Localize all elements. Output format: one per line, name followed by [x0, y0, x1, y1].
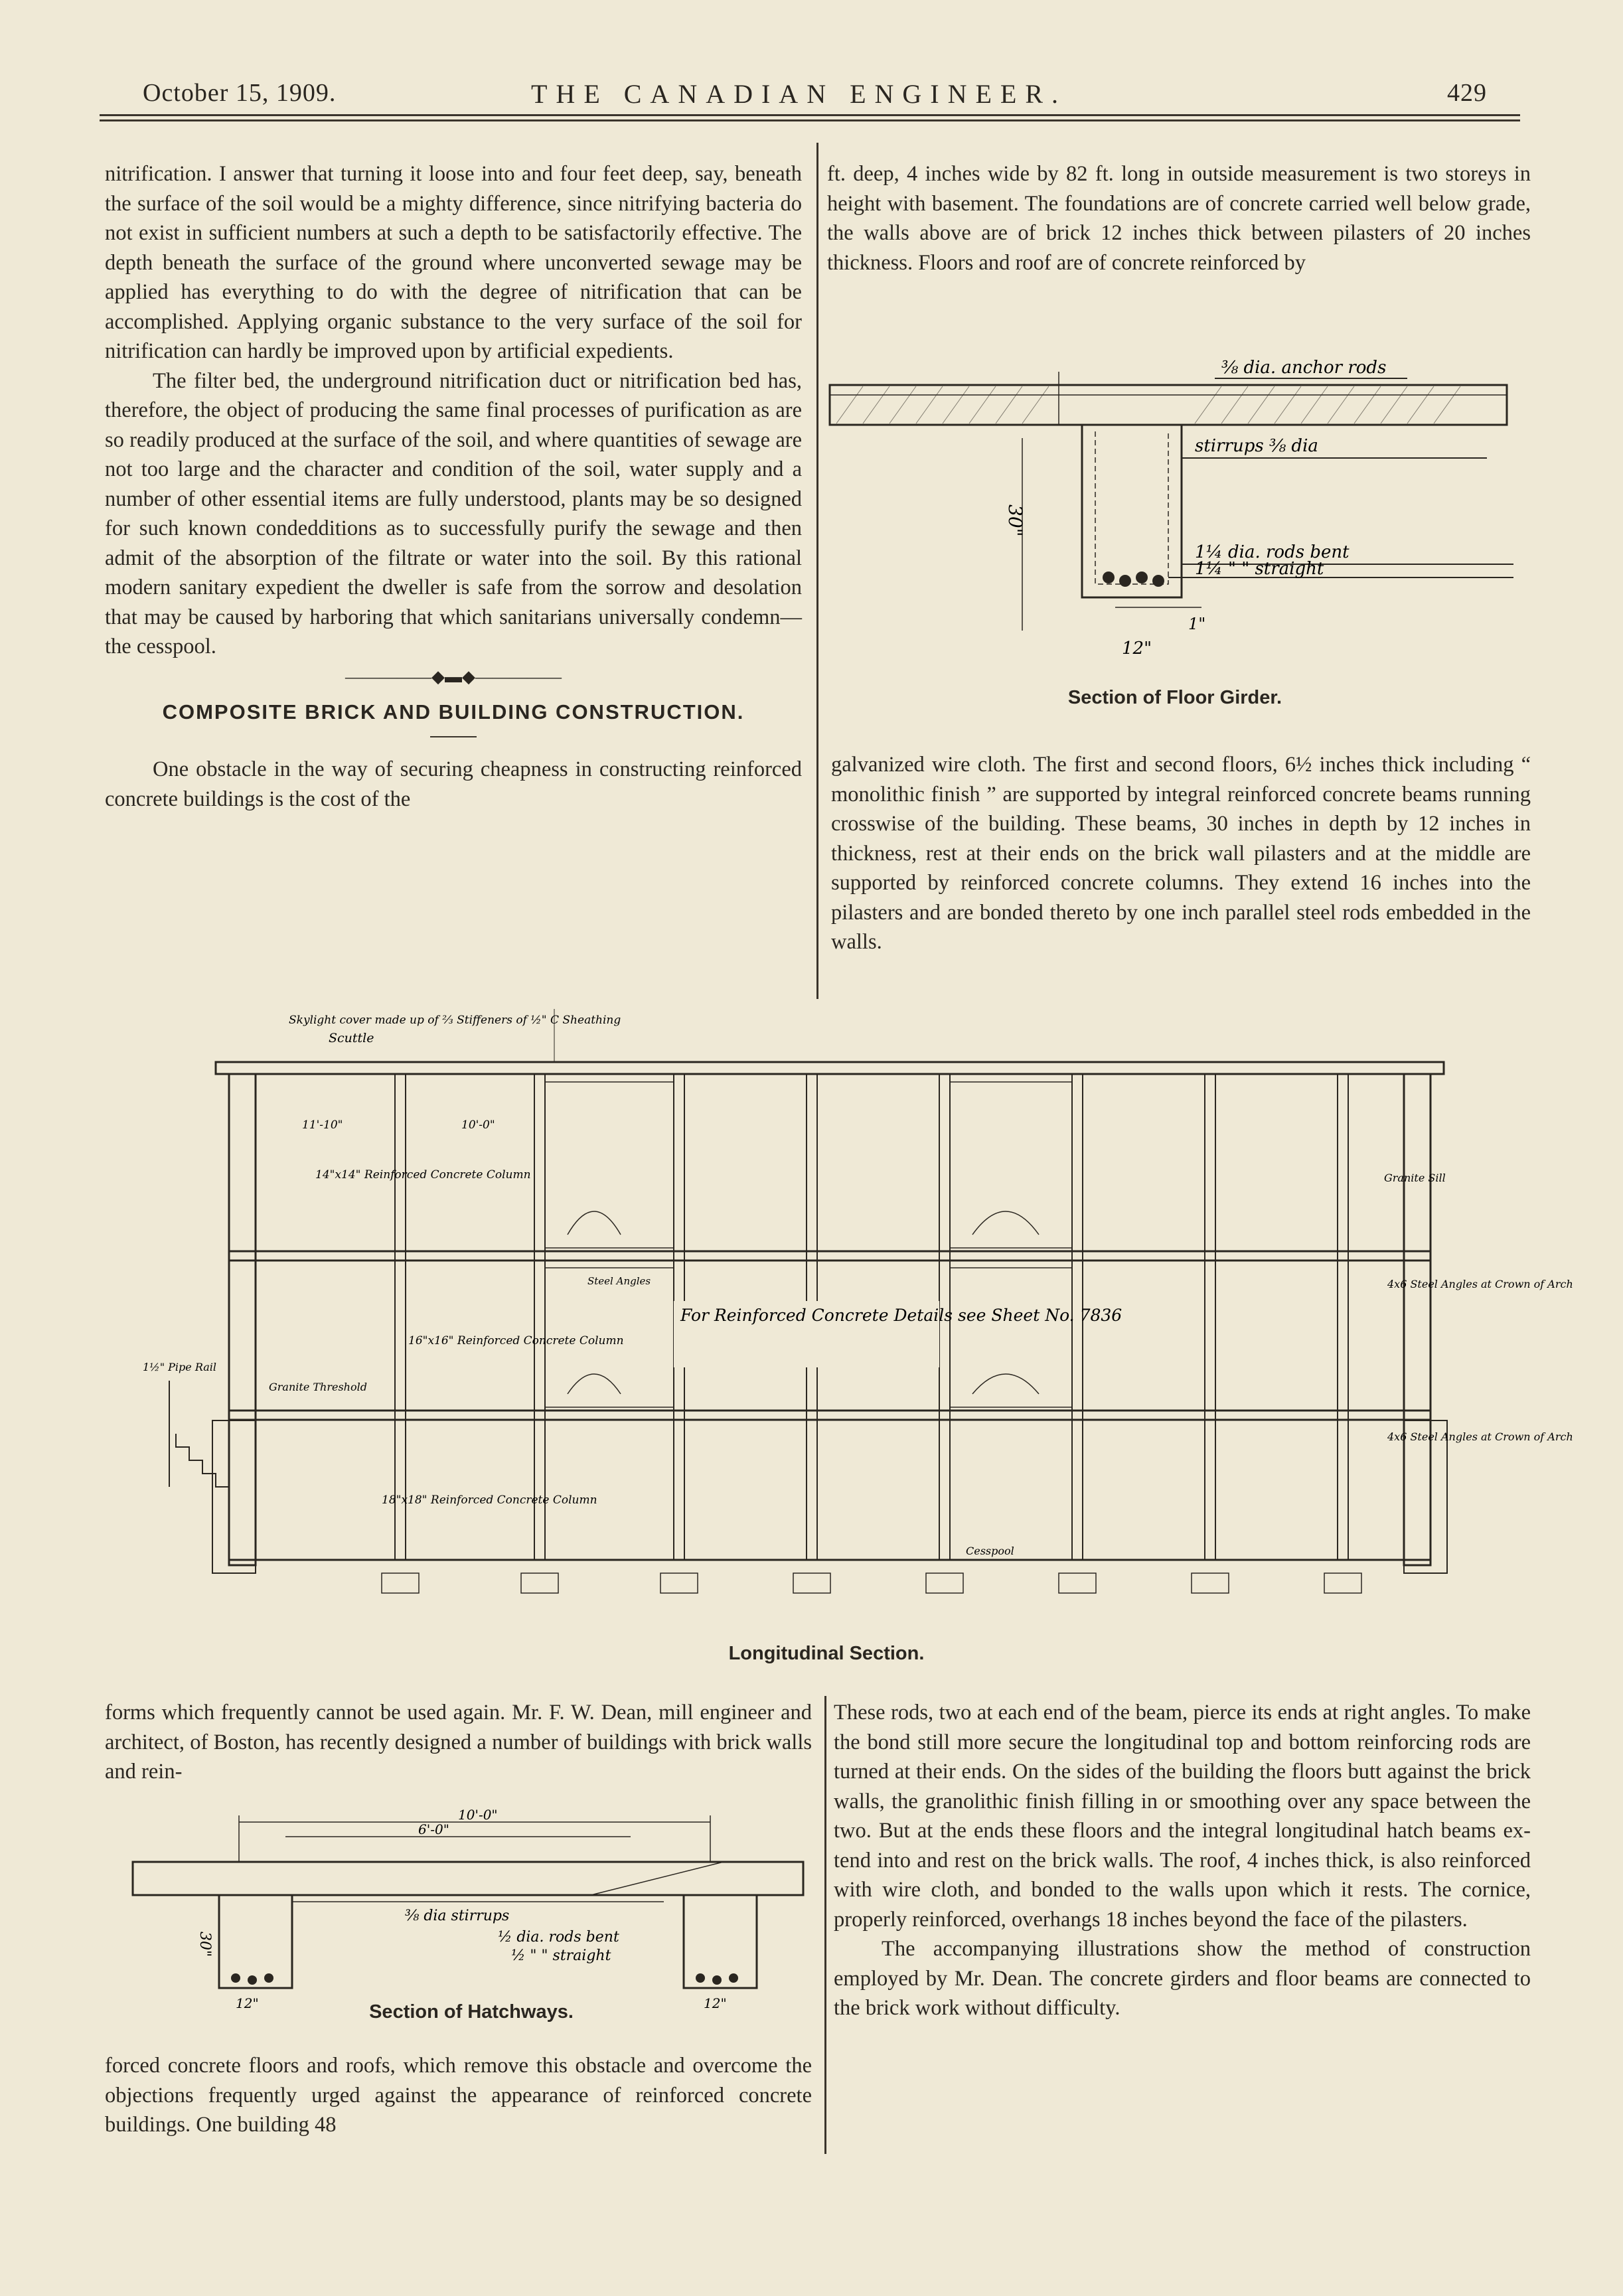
label-hatch-depth: 30" — [196, 1932, 213, 1957]
left-column-bottom-1 — [105, 1698, 812, 1787]
label-spacing-short: 11'-10" — [302, 1118, 343, 1132]
paragraph-illustrations: The accompanying illustrations show the method of construction employed by Mr. Dean. The concrete girders and floor beams are connected to the brick work without difficulty. — [834, 1937, 1531, 2020]
label-spacing: 10'-0" — [461, 1118, 495, 1132]
label-granite-sill: Granite Sill — [1384, 1172, 1446, 1184]
label-column-18: 18"x18" Reinforced Concrete Column — [382, 1493, 597, 1507]
label-hatch-inner-dim: 6'-0" — [418, 1821, 449, 1837]
girder-web — [1082, 425, 1182, 597]
left-hatch-beam — [219, 1895, 292, 1988]
label-granite-threshold: Granite Threshold — [269, 1381, 367, 1393]
label-hatch-width-right: 12" — [704, 1995, 727, 2011]
entrance-steps — [169, 1381, 229, 1487]
header-rule — [100, 114, 1520, 116]
floor-girder-figure — [823, 345, 1527, 657]
paragraph-rods: These rods, two at each end of the beam, pierce its ends at right angles. To make the bond still more secure the longitudinal top and bottom reinforcing rods are turned at their ends. On the sides of the building the floors butt against the brick walls, the granolithic finish filling in or smoothing over any space between the two. But at the ends these floors and the integral longitudinal hatch beams extend into and rest on the brick walls. The roof, 4 inches thick, is also reinforced with wire cloth, and bonded to the walls upon which it rests. The cornice, properly reinforced, overhangs 18 inches beyond the face of the pilasters. — [834, 1701, 1531, 1932]
label-bent-rods: 1¼ dia. rods bent — [1195, 542, 1350, 562]
label-column-14: 14"x14" Reinforced Concrete Column — [315, 1168, 531, 1182]
label-column-16: 16"x16" Reinforced Concrete Column — [408, 1334, 624, 1347]
right-column-top-1 — [827, 159, 1531, 277]
girder-slab — [830, 385, 1507, 425]
label-hatch-width-left: 12" — [236, 1995, 259, 2011]
paragraph-floors-roofs: forced concrete floors and roofs, which remove this obstacle and overcome the objections frequently urged against the appearance of reinforced concrete buildings. One building 48 — [105, 2054, 812, 2137]
paragraph-floors: galvanized wire cloth. The first and second floors, 6½ inches thick including “ monolithic finish ” are supported by integral reinforced concrete beams running crosswise of the building. These beams, 30 inches in depth by 12 inches in thickness, rest at their ends on the brick wall pilasters and at the middle are supported by reinforced concrete columns. They extend 16 inches into the pilasters and are bonded thereto by one inch parallel steel rods embedded in the walls. — [831, 753, 1531, 954]
label-steel-angles: Steel Angles — [587, 1275, 651, 1287]
longitudinal-section-figure — [129, 1009, 1573, 1630]
paragraph-building-description: ft. deep, 4 inches wide by 82 ft. long in outside measurement is two storeys in height with basement. The foundations are of concrete carried well below grade, the walls above are of brick 12 inches thick between pilasters of 20 inches thickness. Floors and roof are of concrete reinforced by — [827, 162, 1531, 275]
header-date: October 15, 1909. — [143, 79, 337, 107]
label-hatch-straight: ½ " " straight — [511, 1948, 611, 1964]
label-girder-cover: 1" — [1188, 615, 1206, 633]
caption-longitudinal-section: Longitudinal Section. — [728, 1643, 925, 1664]
label-hatch-top-dim: 10'-0" — [458, 1807, 498, 1823]
label-steel-angles-upper: 4x6 Steel Angles at Crown of Arch — [1387, 1278, 1573, 1290]
right-column-bottom — [834, 1698, 1531, 2023]
left-column-top — [105, 159, 802, 814]
label-straight-rods: 1¼ " " straight — [1195, 559, 1324, 579]
label-pipe-rail: 1½" Pipe Rail — [143, 1361, 216, 1373]
first-floor-slab — [229, 1411, 1430, 1420]
second-floor-slab — [229, 1251, 1430, 1261]
label-cesspool: Cesspool — [966, 1545, 1014, 1557]
header-rule-double — [100, 119, 1520, 121]
paragraph-forms: forms which frequently cannot be used again. Mr. F. W. Dean, mill engineer and architect, of Boston, has recently designed a number of buildings with brick walls and rein- — [105, 1701, 812, 1784]
column-divider-bottom — [824, 1696, 826, 2154]
right-column-top-2 — [831, 750, 1531, 957]
heading-rule — [430, 736, 477, 737]
paragraph-nitrification: nitrification. I answer that turning it loose into and four feet deep, say, beneath the surface of the soil would be a mighty difference, since nitrifying bacteria do not exist in sufficient numbers at such a depth to be satisfactorily effective. The depth beneath the surface of the ground where unconverted sewage may be applied has everything to do with the degree of nitrification that can be accomplished. Applying organic substance to the very surface of the soil for nitrification can hardly be improved upon by artificial expedients. — [105, 162, 802, 363]
caption-hatchways: Section of Hatchways. — [369, 2001, 574, 2023]
label-stirrups: stirrups ⅜ dia — [1195, 436, 1318, 456]
label-hatch-bent: ½ dia. rods bent — [498, 1929, 619, 1946]
right-hatch-beam — [684, 1895, 757, 1988]
label-anchor-rods: ⅜ dia. anchor rods — [1221, 358, 1387, 378]
label-skylight: Skylight cover made up of ⅔ Stiffeners of ½" C Sheathing — [289, 1014, 621, 1027]
left-end-wall — [229, 1074, 256, 1565]
label-hatch-stirrups: ⅜ dia stirrups — [405, 1908, 510, 1924]
header-journal-title: THE CANADIAN ENGINEER. — [531, 79, 1067, 109]
header-page-number: 429 — [1447, 79, 1487, 107]
footings — [382, 1573, 1361, 1593]
label-girder-width: 12" — [1122, 639, 1152, 658]
hatchways-figure — [126, 1809, 816, 2021]
paragraph-obstacle: One obstacle in the way of securing cheapness in constructing reinforced concrete buildings is the cost of the — [105, 757, 802, 811]
column-divider-top — [816, 143, 818, 999]
ornament-divider: —————◆▬◆————— — [345, 666, 562, 686]
right-end-wall — [1404, 1074, 1430, 1565]
label-steel-angles-lower: 4x6 Steel Angles at Crown of Arch — [1387, 1430, 1573, 1443]
paragraph-filter-bed: The filter bed, the underground nitrification duct or nitrification bed has, therefore, the object of producing the same final processes of purification as are so readily produced at the surface of the soil, and where quantities of sewage are not too large and the character and condition of the soil, water supply and a number of other essential items are fully understood, plants may be so designed for such known condedditions as to successfully purify the sewage and then admit of the absorption of the filtrate or water into the soil. By this rational modern sanitary expedient the dweller is safe from the sorrow and desolation that may be caused by harboring that which sanitarians universally condemn—the cesspool. — [105, 368, 802, 658]
label-reinforced-note: For Reinforced Concrete Details see Sheet No. 7836 — [680, 1306, 1122, 1325]
caption-floor-girder: Section of Floor Girder. — [1067, 687, 1282, 708]
label-scuttle: Scuttle — [329, 1031, 374, 1045]
left-column-bottom-2 — [105, 2051, 812, 2140]
article-heading: COMPOSITE BRICK AND BUILDING CONSTRUCTION. — [162, 700, 745, 724]
roof-slab — [216, 1062, 1444, 1074]
label-girder-depth: 30" — [1004, 504, 1026, 537]
